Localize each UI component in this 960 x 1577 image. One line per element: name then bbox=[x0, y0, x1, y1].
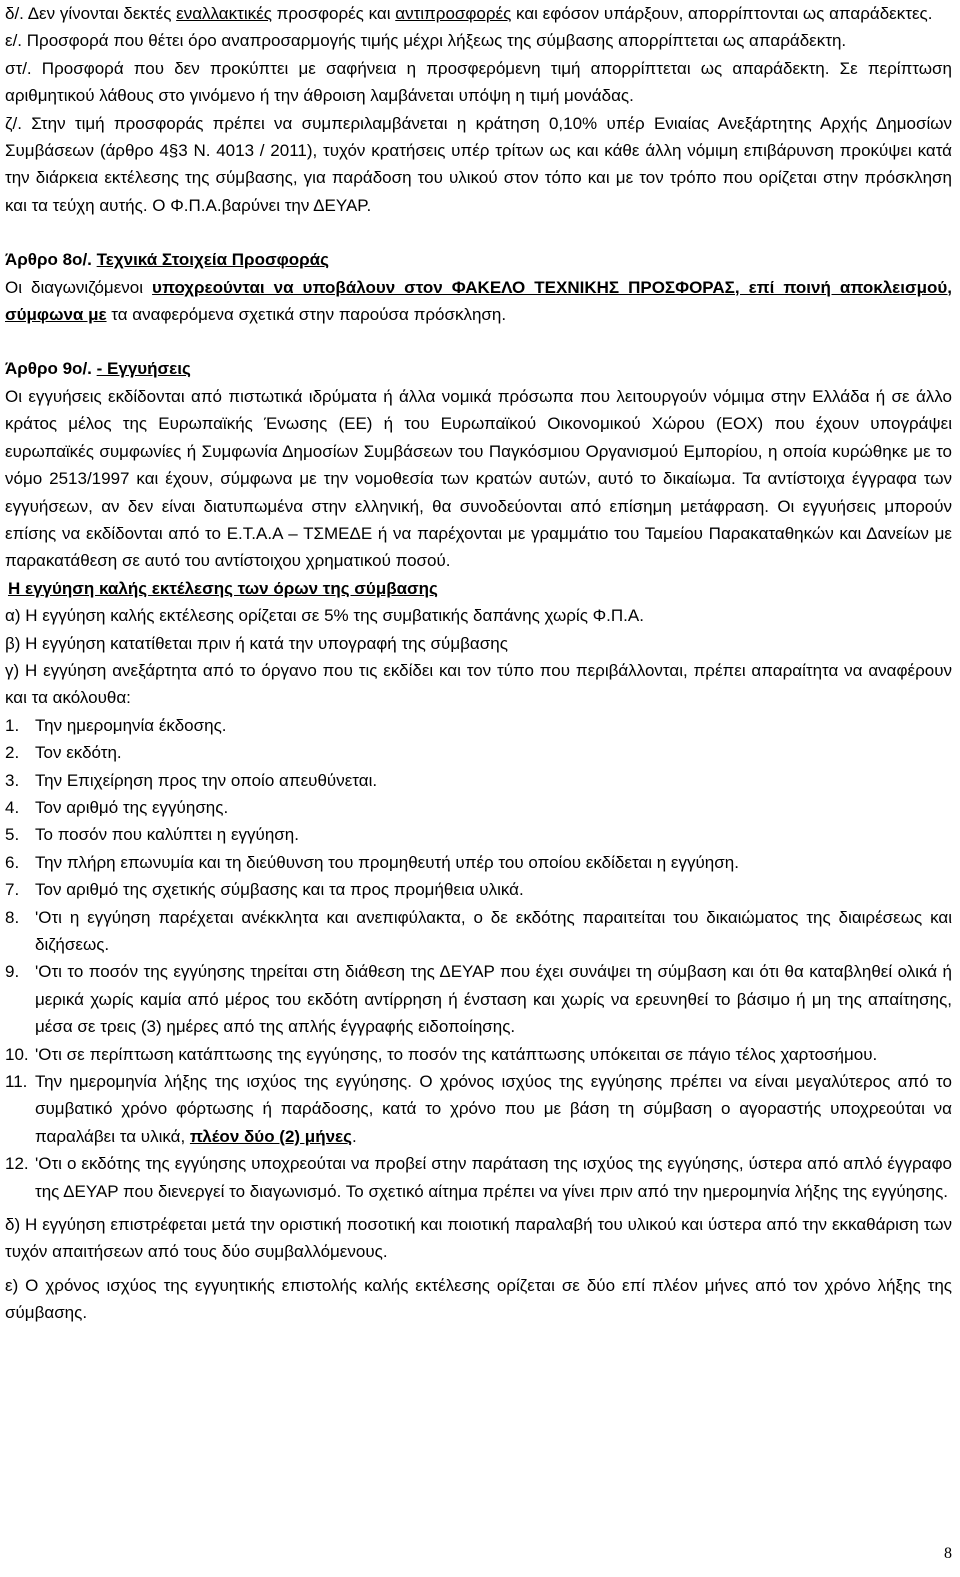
clause-c: γ) Η εγγύηση ανεξάρτητα από το όργανο που τις εκδίδει και τον τύπο που περιβάλλονται, πρέπει απαραίτητα να αναφέρουν και τα ακόλουθα: bbox=[5, 660, 952, 708]
extension-period: πλέον δύο (2) μήνες bbox=[189, 1126, 352, 1146]
list-item: 11. Την ημερομηνία λήξης της ισχύος της εγγύησης. Ο χρόνος ισχύος της εγγύησης πρέπει να είναι μεγαλύτερος από το συμβατικό χρόνο φόρτωσης ή παράδοσης, κατά το χρόνο που με βάση τη σύμβαση ο αγοραστής υποχρεούται να παραλάβει τα υλικά, πλέον δύο (2) μήνες. bbox=[5, 1072, 952, 1146]
underlined-term: αντιπροσφορές bbox=[395, 4, 512, 23]
underlined-term: εναλλακτικές bbox=[176, 4, 272, 23]
performance-guarantee-heading: Η εγγύηση καλής εκτέλεσης των όρων της σύμβασης bbox=[8, 578, 438, 598]
clause-z: ζ/. Στην τιμή προσφοράς πρέπει να συμπεριλαμβάνεται η κράτηση 0,10% υπέρ Ενιαίας Ανεξάρτητης Αρχής Δημοσίων Συμβάσεων (άρθρο 4§3 Ν. 4013 / 2011), τυχόν κρατήσεις υπέρ τρίτων ως και κάθε άλλη νόμιμη επιβάρυνση προκύψει κατά την διάρκεια εκτέλεσης της σύμβασης, για παράδοση του υλικού στον τόπο και με τον τρόπο που ορίζεται στην πρόσκληση και τα τεύχη αυτής. Ο Φ.Π.Α.βαρύνει την ΔΕΥΑΡ. bbox=[5, 113, 952, 215]
clause-d: δ/. Δεν γίνονται δεκτές εναλλακτικές προσφορές και αντιπροσφορές και εφόσον υπάρξουν, απορρίπτονται ως απαράδεκτες. bbox=[5, 4, 933, 23]
article-8-body: Οι διαγωνιζόμενοι υποχρεούνται να υποβάλουν στον ΦΑΚΕΛΟ ΤΕΧΝΙΚΗΣ ΠΡΟΣΦΟΡΑΣ, επί ποινή αποκλεισμού, σύμφωνα με τα αναφερόμενα σχετικά στην παρούσα πρόσκληση. bbox=[5, 277, 953, 325]
list-item: 8. 'Οτι η εγγύηση παρέχεται ανέκκλητα και ανεπιφύλακτα, ο δε εκδότης παραιτείται του δικαιώματος της διαιρέσεως και διζήσεως. bbox=[5, 907, 952, 954]
clause-a: α) Η εγγύηση καλής εκτέλεσης ορίζεται σε 5% της συμβατικής δαπάνης χωρίς Φ.Π.Α. bbox=[5, 606, 644, 626]
clause-e: ε/. Προσφορά που θέτει όρο αναπροσαρμογής τιμής μέχρι λήξεως της σύμβασης απορρίπτεται ως απαράδεκτη. bbox=[5, 31, 847, 51]
list-item: 2. Τον εκδότη. bbox=[5, 743, 122, 763]
clause-st: στ/. Προσφορά που δεν προκύπτει με σαφήνεια η προσφερόμενη τιμή απορρίπτεται ως απαράδεκτη. Σε περίπτωση αριθμητικού λάθους στο γινόμενο ή την άθροιση λαμβάνεται υπόψη η τιμή μονάδας. bbox=[5, 58, 952, 106]
list-item: 3. Την Επιχείρηση προς την οποίο απευθύνεται. bbox=[5, 770, 378, 790]
list-item: 10. 'Οτι σε περίπτωση κατάπτωσης της εγγύησης, το ποσόν της κατάπτωσης υπόκειται σε πάγιο τέλος χαρτοσήμου. bbox=[5, 1044, 878, 1064]
clause-d-return: δ) Η εγγύηση επιστρέφεται μετά την οριστική ποσοτική και ποιοτική παραλαβή του υλικού και ύστερα από την εκκαθάριση των τυχόν απαιτήσεων από τους δύο συμβαλλόμενους. bbox=[5, 1215, 952, 1262]
list-item: 9. 'Οτι το ποσόν της εγγύησης τηρείται στη διάθεση της ΔΕΥΑΡ που έχει συνάψει τη σύμβαση και ότι θα καταβληθεί ολικά ή μερικά χωρίς καμία από μέρος του εκδότη αντίρρηση ή ένσταση και χωρίς να ερευνηθεί το βάσιμο ή μη της απαίτησης, μέσα σε τρεις (3) ημέρες από της απλής έγγραφής ειδοποίησης. bbox=[5, 962, 952, 1037]
list-item: 4. Τον αριθμό της εγγύησης. bbox=[5, 797, 229, 817]
list-item: 6. Την πλήρη επωνυμία και τη διεύθυνση του προμηθευτή υπέρ του οποίου εκδίδεται η εγγύηση. bbox=[5, 852, 739, 872]
list-item: 1. Την ημερομηνία έκδοσης. bbox=[5, 715, 227, 735]
page-number: 8 bbox=[944, 1545, 952, 1562]
list-item: 12. 'Οτι ο εκδότης της εγγύησης υποχρεούται να προβεί στην παράταση της ισχύος της εγγύησης, ύστερα από απλό έγγραφο της ΔΕΥΑΡ που διενεργεί το διαγωνισμό. Το σχετικό αίτημα πρέπει να γίνει πριν από την ημερομηνία λήξης της εγγύησης. bbox=[5, 1154, 952, 1201]
article-8-heading: Άρθρο 8ο/. Τεχνικά Στοιχεία Προσφοράς bbox=[5, 250, 329, 270]
list-item: 7. Τον αριθμό της σχετικής σύμβασης και τα προς προμήθεια υλικά. bbox=[5, 880, 524, 900]
document-page bbox=[5, 0, 952, 1327]
list-item: 5. Το ποσόν που καλύπτει η εγγύηση. bbox=[5, 825, 299, 845]
clause-e-validity: ε) Ο χρόνος ισχύος της εγγυητικής επιστολής καλής εκτέλεσης ορίζεται σε δύο επί πλέον μήνες από τον χρόνο λήξης της σύμβασης. bbox=[5, 1275, 952, 1323]
clause-b: β) Η εγγύηση κατατίθεται πριν ή κατά την υπογραφή της σύμβασης bbox=[5, 633, 508, 653]
article-9-body: Οι εγγυήσεις εκδίδονται από πιστωτικά ιδρύματα ή άλλα νομικά πρόσωπα που λειτουργούν νόμιμα στην Ελλάδα ή σε άλλο κράτος μέλος της Ευρωπαϊκής Ένωσης (ΕΕ) ή του Ευρωπαϊκού Οικονομικού Χώρου (ΕΟΧ) που έχουν υπογράψει ευρωπαϊκές συμφωνίες ή Συμφωνία Δημοσίων Συμβάσεων του Παγκόσμιου Οργανισμού Εμπορίου, η οποία κυρώθηκε με το νόμο 2513/1997 και έχουν, σύμφωνα με την νομοθεσία των κρατών αυτών, αυτό το δικαίωμα. Τα αντίστοιχα έγγραφα των εγγυήσεων, αν δεν είναι διατυπωμένα στην ελληνική, θα συνοδεύονται από επίσημη μετάφραση. Οι εγγυήσεις μπορούν επίσης να εκδίδονται από το Ε.Τ.Α.Α – ΤΣΜΕΔΕ ή να παρέχονται με γραμμάτιο του Ταμείου Παρακαταθηκών και Δανείων με παρακατάθεση σε αυτό του αντίστοιχου χρηματικού ποσού. bbox=[5, 386, 952, 571]
guarantee-requirements-list bbox=[5, 712, 952, 1205]
article-9-heading: Άρθρο 9ο/. - Εγγυήσεις bbox=[5, 359, 191, 379]
